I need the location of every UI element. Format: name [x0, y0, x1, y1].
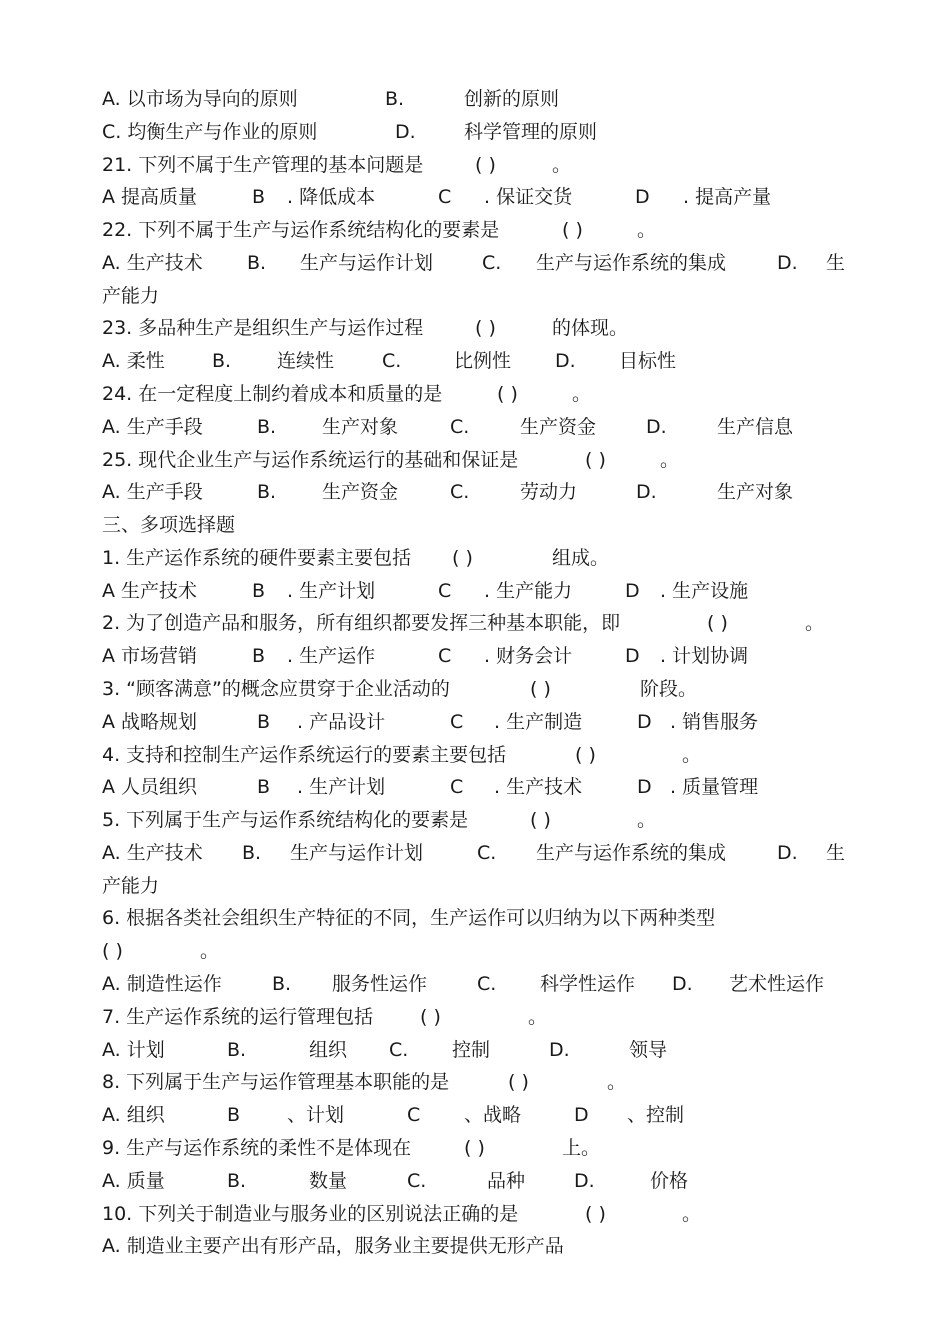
text-segment: 目标性 [619, 350, 677, 372]
text-segment: C [450, 711, 464, 733]
text-segment: ( ) [102, 940, 123, 962]
text-segment: B. [272, 973, 292, 995]
text-segment: 科学管理的原则 [464, 121, 598, 143]
text-segment: 。 [607, 1071, 627, 1093]
text-segment: C. [450, 481, 470, 503]
text-segment: 上。 [562, 1137, 601, 1159]
text-segment: 数量 [309, 1170, 348, 1192]
text-segment: . 生产制造 [494, 711, 583, 733]
text-segment: A. 制造性运作 [102, 973, 222, 995]
text-segment: 9. 生产与运作系统的柔性不是体现在 [102, 1137, 412, 1159]
text-segment: ( ) [585, 1203, 606, 1225]
text-segment: C. [382, 350, 402, 372]
text-segment: 。 [682, 1203, 702, 1225]
text-segment: 24. 在一定程度上制约着成本和质量的是 [102, 383, 443, 405]
text-segment: ( ) [420, 1006, 441, 1028]
text-segment: 生产资金 [520, 416, 597, 438]
text-segment: 三、多项选择题 [102, 514, 236, 536]
text-segment: A 生产技术 [102, 580, 198, 602]
text-segment: 价格 [650, 1170, 689, 1192]
text-segment: 23. 多品种生产是组织生产与运作过程 [102, 317, 424, 339]
text-segment: C [438, 645, 452, 667]
text-segment: 7. 生产运作系统的运行管理包括 [102, 1006, 374, 1028]
text-segment: 的体现。 [552, 317, 629, 339]
text-segment: C. [450, 416, 470, 438]
text-segment: D [625, 580, 640, 602]
text-segment: B [257, 776, 271, 798]
text-segment: 6. 根据各类社会组织生产特征的不同，生产运作可以归纳为以下两种类型 [102, 907, 716, 929]
text-segment: D. [646, 416, 667, 438]
text-segment: C. [477, 973, 497, 995]
text-segment: A 市场营销 [102, 645, 198, 667]
text-segment: . 生产运作 [287, 645, 376, 667]
text-segment: A. 生产技术 [102, 252, 203, 274]
text-segment: ( ) [475, 317, 496, 339]
text-segment: 生产与运作系统的集成 [536, 842, 727, 864]
text-segment: B [252, 645, 266, 667]
text-segment: A. 制造业主要产出有形产品，服务业主要提供无形产品 [102, 1235, 564, 1257]
text-segment: ( ) [464, 1137, 485, 1159]
text-segment: 。 [682, 744, 702, 766]
text-segment: A. 质量 [102, 1170, 165, 1192]
text-segment: . 财务会计 [484, 645, 573, 667]
text-segment: 。 [805, 612, 825, 634]
text-segment: ( ) [530, 809, 551, 831]
text-segment: D [625, 645, 640, 667]
text-segment: ( ) [562, 219, 583, 241]
text-segment: 产能力 [102, 875, 160, 897]
text-segment: B. [247, 252, 267, 274]
text-segment: B. [212, 350, 232, 372]
text-segment: 10. 下列关于制造业与服务业的区别说法正确的是 [102, 1203, 519, 1225]
text-segment: 组成。 [552, 547, 610, 569]
text-segment: C. [482, 252, 502, 274]
text-segment: . 生产设施 [660, 580, 749, 602]
text-segment: A. 生产手段 [102, 416, 203, 438]
text-segment: 。 [660, 449, 680, 471]
text-segment: . 生产计划 [297, 776, 386, 798]
text-segment: B. [242, 842, 262, 864]
text-segment: 劳动力 [520, 481, 578, 503]
text-segment: 控制 [452, 1039, 491, 1061]
text-segment: B. [385, 88, 405, 110]
text-segment: A. 生产手段 [102, 481, 203, 503]
text-segment: B [257, 711, 271, 733]
text-segment: A. 以市场为导向的原则 [102, 88, 298, 110]
text-segment: 服务性运作 [332, 973, 428, 995]
text-segment: 。 [637, 219, 657, 241]
text-segment: C. [389, 1039, 409, 1061]
text-segment: C. [407, 1170, 427, 1192]
text-segment: 比例性 [454, 350, 512, 372]
text-segment: . 降低成本 [287, 186, 376, 208]
text-segment: D [637, 711, 652, 733]
text-segment: 组织 [309, 1039, 348, 1061]
text-segment: D. [549, 1039, 570, 1061]
text-segment: B [252, 186, 266, 208]
text-segment: C [450, 776, 464, 798]
text-segment: 生产与运作系统的集成 [536, 252, 727, 274]
text-segment: D. [777, 252, 798, 274]
text-segment: 。 [200, 940, 220, 962]
text-segment: 。 [552, 154, 572, 176]
text-segment: . 生产技术 [494, 776, 583, 798]
text-segment: 生产与运作计划 [290, 842, 424, 864]
text-segment: . 质量管理 [670, 776, 759, 798]
text-segment: D. [555, 350, 576, 372]
text-segment: 21. 下列不属于生产管理的基本问题是 [102, 154, 424, 176]
text-segment: ( ) [508, 1071, 529, 1093]
text-segment: C [438, 580, 452, 602]
text-segment: C. 均衡生产与作业的原则 [102, 121, 318, 143]
text-segment: . 产品设计 [297, 711, 386, 733]
text-segment: 25. 现代企业生产与运作系统运行的基础和保证是 [102, 449, 519, 471]
text-segment: A. 生产技术 [102, 842, 203, 864]
text-segment: D [574, 1104, 589, 1126]
text-segment: A 人员组织 [102, 776, 198, 798]
text-segment: D. [395, 121, 416, 143]
text-segment: . 生产能力 [484, 580, 573, 602]
text-segment: C [407, 1104, 421, 1126]
text-segment: 科学性运作 [540, 973, 636, 995]
text-segment: A. 组织 [102, 1104, 165, 1126]
text-segment: D. [672, 973, 693, 995]
text-segment: A 战略规划 [102, 711, 198, 733]
text-segment: ( ) [530, 678, 551, 700]
text-segment: 、战略 [464, 1104, 522, 1126]
text-segment: ( ) [707, 612, 728, 634]
text-segment: 。 [528, 1006, 548, 1028]
text-segment: . 保证交货 [484, 186, 573, 208]
text-segment: 生产对象 [322, 416, 399, 438]
text-segment: ( ) [497, 383, 518, 405]
text-segment: 2. 为了创造产品和服务，所有组织都要发挥三种基本职能，即 [102, 612, 621, 634]
text-segment: B [252, 580, 266, 602]
text-segment: 连续性 [277, 350, 335, 372]
text-segment: 生产与运作计划 [300, 252, 434, 274]
text-segment: 8. 下列属于生产与运作管理基本职能的是 [102, 1071, 450, 1093]
text-segment: ( ) [452, 547, 473, 569]
text-segment: ( ) [585, 449, 606, 471]
text-segment: 。 [572, 383, 592, 405]
text-segment: ( ) [575, 744, 596, 766]
text-segment: D. [574, 1170, 595, 1192]
text-segment: 创新的原则 [464, 88, 560, 110]
text-segment: 3. “顾客满意”的概念应贯穿于企业活动的 [102, 678, 450, 700]
text-segment: B. [257, 416, 277, 438]
text-segment: 1. 生产运作系统的硬件要素主要包括 [102, 547, 412, 569]
text-segment: 产能力 [102, 285, 160, 307]
text-segment: 生产资金 [322, 481, 399, 503]
text-segment: 领导 [629, 1039, 668, 1061]
text-segment: D. [636, 481, 657, 503]
text-segment: . 计划协调 [660, 645, 749, 667]
text-segment: 22. 下列不属于生产与运作系统结构化的要素是 [102, 219, 500, 241]
text-segment: . 销售服务 [670, 711, 759, 733]
text-segment: 生 [826, 842, 846, 864]
text-segment: B. [227, 1039, 247, 1061]
text-segment: A. 计划 [102, 1039, 165, 1061]
text-segment: . 提高产量 [683, 186, 772, 208]
text-segment: 4. 支持和控制生产运作系统运行的要素主要包括 [102, 744, 507, 766]
text-segment: A. 柔性 [102, 350, 165, 372]
text-segment: 、计划 [287, 1104, 345, 1126]
text-segment: 生产对象 [717, 481, 794, 503]
text-segment: . 生产计划 [287, 580, 376, 602]
text-segment: D [637, 776, 652, 798]
text-segment: ( ) [475, 154, 496, 176]
text-segment: B. [257, 481, 277, 503]
text-segment: 生产信息 [717, 416, 794, 438]
text-segment: D [635, 186, 650, 208]
text-segment: 。 [637, 809, 657, 831]
text-segment: 阶段。 [640, 678, 698, 700]
text-segment: 艺术性运作 [729, 973, 825, 995]
text-segment: D. [777, 842, 798, 864]
text-segment: C [438, 186, 452, 208]
text-segment: B [227, 1104, 241, 1126]
text-segment: 生 [826, 252, 846, 274]
text-segment: 品种 [487, 1170, 526, 1192]
text-segment: C. [477, 842, 497, 864]
text-segment: 、控制 [627, 1104, 685, 1126]
text-segment: B. [227, 1170, 247, 1192]
text-segment: A 提高质量 [102, 186, 198, 208]
text-segment: 5. 下列属于生产与运作系统结构化的要素是 [102, 809, 469, 831]
